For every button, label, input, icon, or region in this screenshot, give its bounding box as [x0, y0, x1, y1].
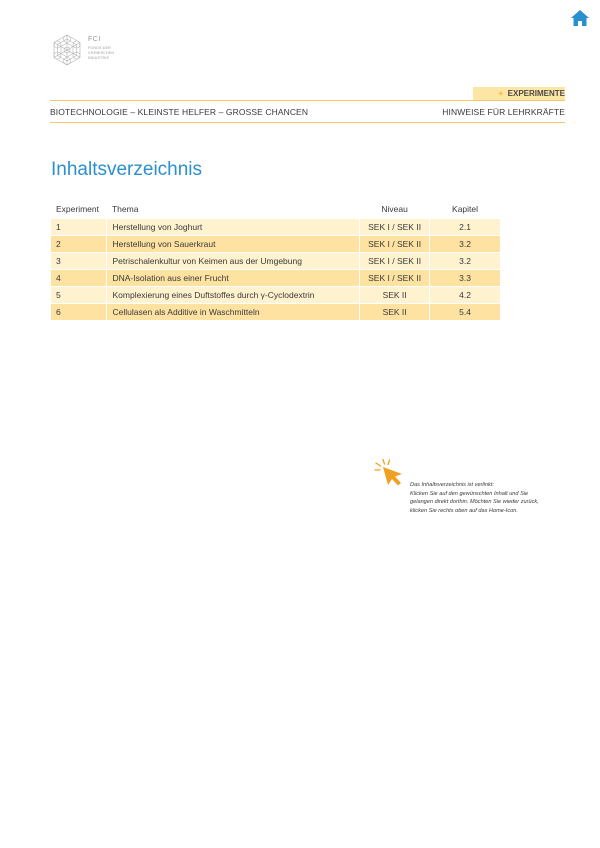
toc-row[interactable]: [51, 269, 501, 286]
hint-text: [410, 481, 570, 515]
toc-row[interactable]: [51, 218, 501, 235]
page-title: Inhaltsverzeichnis: [51, 159, 203, 180]
experimente-label: EXPERIMENTE: [507, 89, 565, 98]
toc-thema-link[interactable]: Petrischalenkultur von Keimen aus der Umgebung: [107, 252, 360, 269]
toc-kapitel: 4.2: [430, 286, 501, 303]
toc-experiment: 4: [51, 269, 107, 286]
toc-kapitel: 3.2: [430, 252, 501, 269]
toc-thema-link[interactable]: Cellulasen als Additive in Waschmitteln: [107, 303, 360, 320]
toc-niveau: SEK I / SEK II: [360, 252, 430, 269]
logo-text: [88, 36, 114, 61]
cursor-click-icon: [374, 458, 410, 486]
hint-line: Klicken Sie auf den gewünschten Inhalt und Sie: [410, 490, 529, 497]
fci-logo-mark-icon: [50, 33, 84, 67]
toc-table: [51, 200, 501, 321]
toc-row[interactable]: [51, 252, 501, 269]
col-header-experiment: Experiment: [51, 200, 107, 218]
header-divider-top: [50, 100, 565, 101]
toc-experiment: 6: [51, 303, 107, 320]
toc-kapitel: 3.3: [430, 269, 501, 286]
toc-niveau: SEK II: [360, 303, 430, 320]
col-header-thema: Thema: [107, 200, 360, 218]
toc-thema-link[interactable]: Komplexierung eines Duftstoffes durch γ-Cyclodextrin: [107, 286, 360, 303]
col-header-niveau: Niveau: [360, 200, 430, 218]
toc-experiment: 1: [51, 218, 107, 235]
toc-kapitel: 5.4: [430, 303, 501, 320]
sun-icon: [498, 88, 504, 99]
document-audience: HINWEISE FÜR LEHRKRÄFTE: [442, 107, 565, 117]
toc-niveau: SEK I / SEK II: [360, 269, 430, 286]
toc-row[interactable]: [51, 286, 501, 303]
experimente-badge: [473, 87, 565, 100]
hint-line: klicken Sie rechts oben auf das Home-Icon.: [410, 507, 518, 514]
logo-line: FONDS DER: [88, 46, 111, 50]
toc-niveau: SEK I / SEK II: [360, 235, 430, 252]
hint-line: Das Inhaltsverzeichnis ist verlinkt:: [410, 482, 494, 488]
toc-niveau: SEK II: [360, 286, 430, 303]
toc-thema-link[interactable]: DNA-Isolation aus einer Frucht: [107, 269, 360, 286]
hint-line: gelangen direkt dorthin. Möchten Sie wieder zurück,: [410, 499, 539, 505]
toc-kapitel: 2.1: [430, 218, 501, 235]
logo-line: CHEMISCHEN: [88, 51, 115, 55]
logo-line: INDUSTRIE: [88, 56, 110, 60]
toc-thema-link[interactable]: Herstellung von Joghurt: [107, 218, 360, 235]
toc-experiment: 3: [51, 252, 107, 269]
toc-header-row: [51, 200, 501, 218]
toc-thema-link[interactable]: Herstellung von Sauerkraut: [107, 235, 360, 252]
fci-logo: [50, 33, 120, 69]
toc-experiment: 5: [51, 286, 107, 303]
toc-niveau: SEK I / SEK II: [360, 218, 430, 235]
header-divider-bottom: [50, 122, 565, 123]
toc-row[interactable]: [51, 303, 501, 320]
col-header-kapitel: Kapitel: [430, 200, 501, 218]
document-subject: BIOTECHNOLOGIE – KLEINSTE HELFER – GROSSE CHANCEN: [50, 107, 309, 117]
toc-row[interactable]: [51, 235, 501, 252]
toc-experiment: 2: [51, 235, 107, 252]
toc-kapitel: 3.2: [430, 235, 501, 252]
home-icon[interactable]: [570, 9, 590, 27]
logo-abbr: FCI: [88, 36, 101, 43]
